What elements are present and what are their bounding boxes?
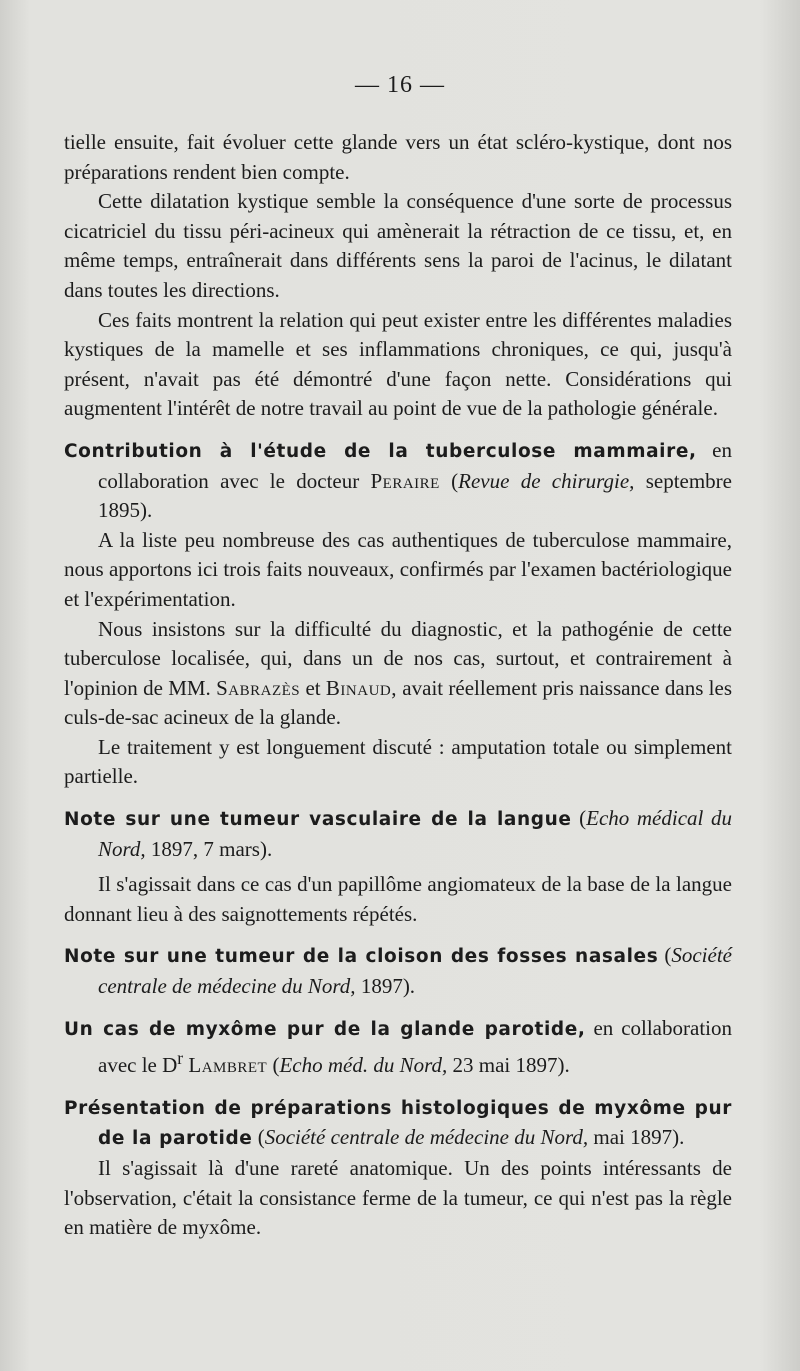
paragraph: Il s'agissait dans ce cas d'un papillôme angiomateux de la base de la langue donnant lieu à des saignottements répétés. — [64, 872, 732, 926]
entry-text: ( — [439, 468, 459, 493]
paragraph-text: avait réellement pris naissance dans les culs-de-sac acineux de la glande. — [64, 675, 733, 730]
entry-text: ( — [252, 1125, 265, 1150]
bibliography-entry — [64, 941, 732, 1001]
bibliography-entry — [64, 436, 732, 526]
entry-text: 1897, 7 mars). — [145, 836, 273, 861]
entry-text: en collaboration avec le docteur — [98, 437, 732, 493]
entry-title: Présentation de préparations histologiques de myxôme pur de la parotide — [64, 1097, 732, 1150]
journal-name: Revue de chirurgie, — [458, 468, 635, 493]
entry-text: ( — [658, 943, 672, 968]
entry-title: Note sur une tumeur de la cloison des fosses nasales — [64, 946, 659, 968]
author-name: Binaud, — [325, 675, 397, 700]
bibliography-entry — [64, 1093, 732, 1154]
entry-title: Contribution à l'étude de la tuberculose mammaire, — [64, 440, 697, 462]
author-name: Peraire — [370, 468, 440, 493]
entry-text: ( — [571, 806, 587, 831]
journal-name: Société centrale de médecine du Nord, — [264, 1125, 589, 1150]
paragraph-text: et — [300, 675, 326, 700]
paragraph: Ces faits montrent la relation qui peut exister entre les différentes maladies kystiques de la mamelle et ses inflammations chroniques, ce qui, jusqu'à présent, n'avait pas été démontré d'une façon nette. Considérations qui augmentent l'intérêt de notre travail au point de vue de la pathologie générale. — [64, 307, 732, 421]
journal-name: Echo médical du Nord, — [98, 806, 732, 861]
entry-text: 23 mai 1897). — [447, 1053, 570, 1078]
paragraph: Cette dilatation kystique semble la conséquence d'une sorte de processus cicatriciel du tissu péri-acineux qui amènerait la rétraction de ce tissu, et, en même temps, entraînerait dans différents sens la paroi de l'acinus, le dilatant dans toutes les directions. — [64, 189, 732, 302]
paragraph: Il s'agissait là d'une rareté anatomique. Un des points intéressants de l'observation, c'était la consistance ferme de la tumeur, ce qui n'est pas la règle en matière de myxôme. — [64, 1156, 732, 1240]
paragraph-text: Nous insistons sur la difficulté du diagnostic, et la pathogénie de cette tuberculose localisée, qui, dans un de nos cas, surtout, et contrairement à l'opinion de MM. — [64, 616, 732, 700]
page-body — [64, 128, 732, 1243]
entry-text: mai 1897). — [588, 1125, 685, 1150]
paragraph: Le traitement y est longuement discuté : amputation totale ou simplement partielle. — [64, 734, 732, 789]
journal-name: Société centrale de médecine du Nord, — [98, 943, 732, 999]
entry-text: ( — [267, 1053, 280, 1078]
paragraph — [64, 615, 732, 733]
author-name: Lambret — [188, 1053, 268, 1078]
bibliography-entry — [64, 804, 732, 864]
journal-name: Echo méd. du Nord, — [279, 1053, 448, 1078]
entry-text: 1897). — [355, 974, 416, 999]
author-name: Sabrazès — [216, 675, 301, 700]
superscript: r — [177, 1048, 184, 1069]
entry-text: en collaboration avec le D — [98, 1015, 732, 1078]
paragraph: tielle ensuite, fait évoluer cette glande vers un état scléro-kystique, dont nos préparations rendent bien compte. — [64, 130, 732, 184]
entry-title: Note sur une tumeur vasculaire de la langue — [64, 809, 572, 831]
bibliography-entry — [64, 1014, 732, 1081]
entry-text: septembre 1895). — [98, 468, 732, 523]
entry-title: Un cas de myxôme pur de la glande parotide, — [64, 1018, 586, 1040]
page-number: — 16 — — [355, 72, 445, 98]
paragraph: A la liste peu nombreuse des cas authentiques de tuberculose mammaire, nous apportons ici trois faits nouveaux, confirmés par l'examen bactériologique et l'expérimentation. — [64, 527, 732, 611]
